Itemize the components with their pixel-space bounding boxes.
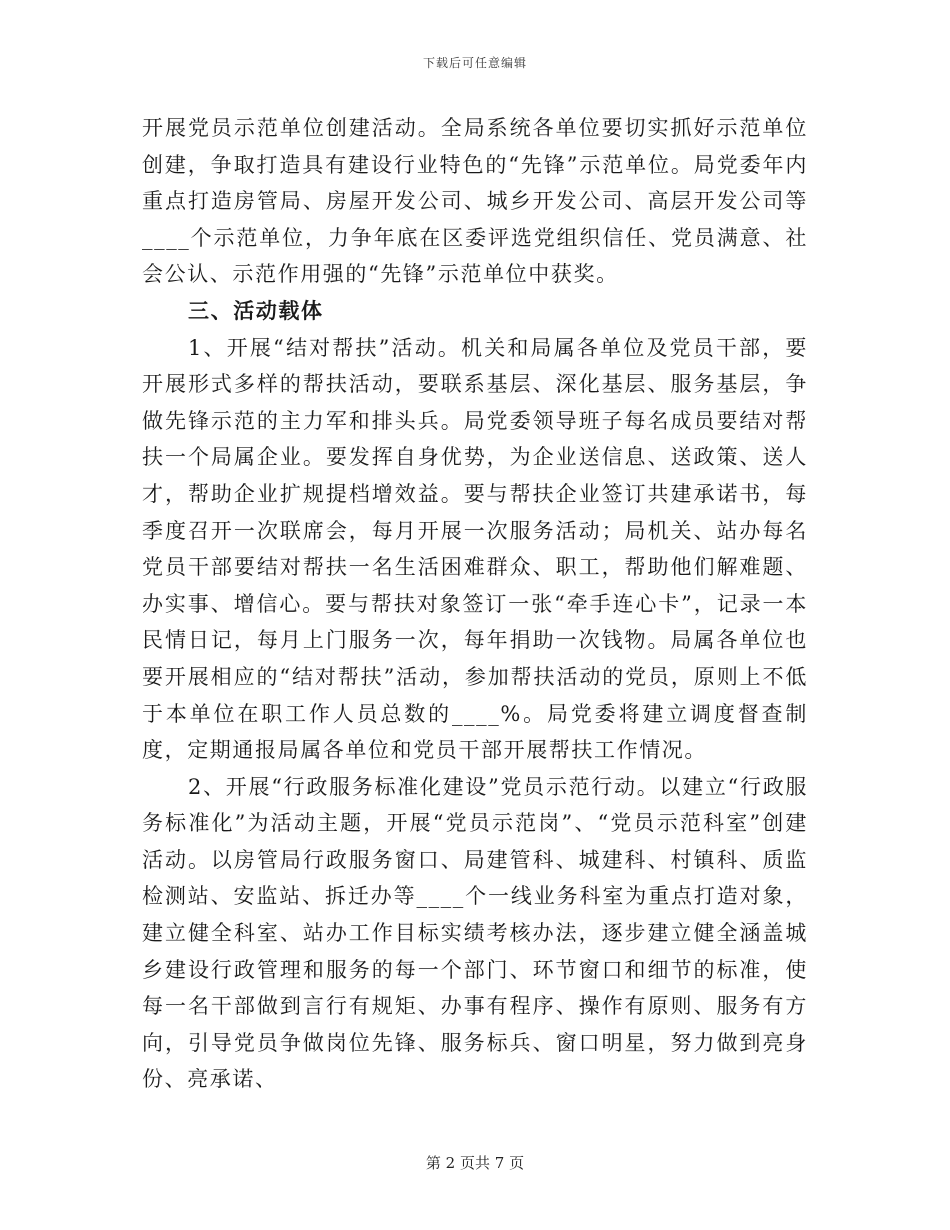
document-body <box>142 110 808 1098</box>
section-heading: 三、活动载体 <box>188 298 324 323</box>
paragraph-intro: 开展党员示范单位创建活动。全局系统各单位要切实抓好示范单位创建，争取打造具有建设行业特色的“先锋”示范单位。局党委年内重点打造房管局、房屋开发公司、城乡开发公司、高层开发公司等____个示范单位，力争年底在区委评选党组织信任、党员满意、社会公认、示范作用强的“先锋”示范单位中获奖。 <box>142 116 808 287</box>
page-header: 下载后可任意编辑 <box>422 56 527 70</box>
page-number: 第 2 页共 7 页 <box>425 1154 525 1172</box>
paragraph-item-1: 1、开展“结对帮扶”活动。机关和局属各单位及党员干部，要开展形式多样的帮扶活动，要联系基层、深化基层、服务基层，争做先锋示范的主力军和排头兵。局党委领导班子每名成员要结对帮扶一个局属企业。要发挥自身优势，为企业送信息、送政策、送人才，帮助企业扩规提档增效益。要与帮扶企业签订共建承诺书，每季度召开一次联席会，每月开展一次服务活动；局机关、站办每名党员干部要结对帮扶一名生活困难群众、职工，帮助他们解难题、办实事、增信心。要与帮扶对象签订一张“牵手连心卡”，记录一本民情日记，每月上门服务一次，每年捐助一次钱物。局属各单位也要开展相应的“结对帮扶”活动，参加帮扶活动的党员，原则上不低于本单位在职工作人员总数的____%。局党委将建立调度督查制度，定期通报局属各单位和党员干部开展帮扶工作情况。 <box>142 335 808 763</box>
paragraph-item-2: 2、开展“行政服务标准化建设”党员示范行动。以建立“行政服务标准化”为活动主题，开展“党员示范岗”、“党员示范科室”创建活动。以房管局行政服务窗口、局建管科、城建科、村镇科、质监检测站、安监站、拆迁办等____个一线业务科室为重点打造对象，建立健全科室、站办工作目标实绩考核办法，逐步建立健全涵盖城乡建设行政管理和服务的每一个部门、环节窗口和细节的标准，使每一名干部做到言行有规矩、办事有程序、操作有原则、服务有方向，引导党员争做岗位先锋、服务标兵、窗口明星，努力做到亮身份、亮承诺、 <box>142 774 808 1092</box>
